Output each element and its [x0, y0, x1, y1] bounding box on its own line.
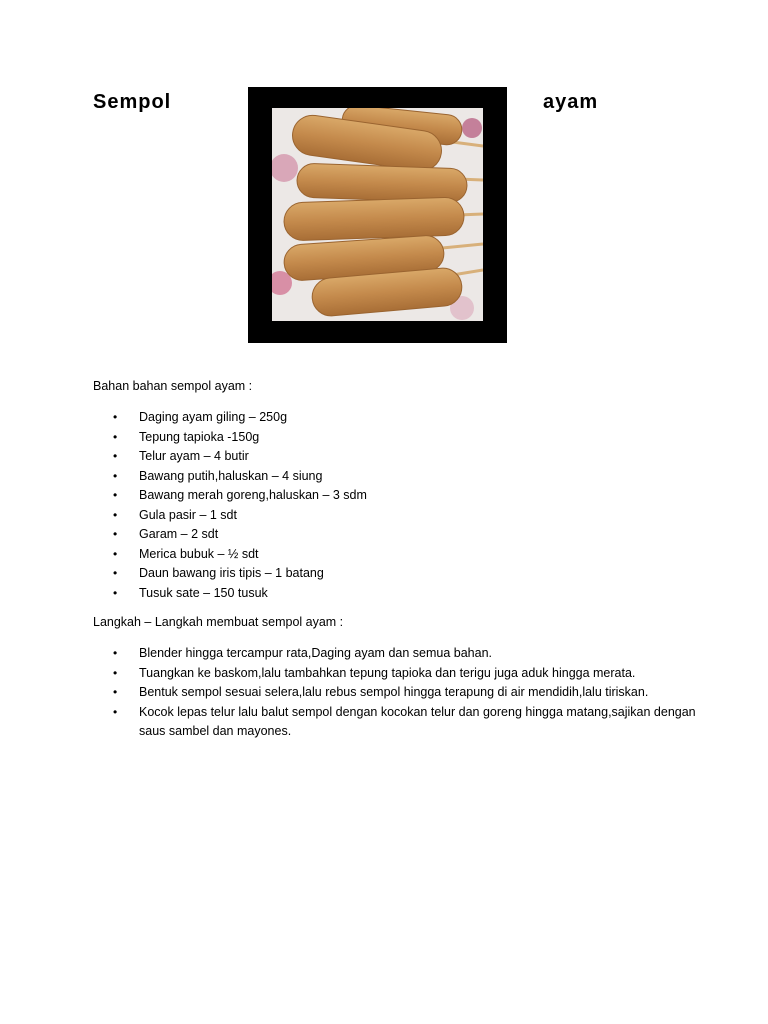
bullet-icon: • [113, 488, 118, 502]
ingredient-item-text: Tusuk sate – 150 tusuk [139, 585, 268, 600]
ingredient-item [93, 467, 699, 487]
ingredient-item-text: Gula pasir – 1 sdt [139, 507, 237, 522]
ingredients-heading: Bahan bahan sempol ayam : [93, 379, 253, 393]
bullet-icon: • [113, 665, 118, 680]
sempol-photo-image [272, 108, 483, 321]
steps-heading: Langkah – Langkah membuat sempol ayam : [93, 615, 344, 629]
ingredient-item [93, 584, 699, 604]
step-item [93, 683, 699, 703]
bullet-icon: • [113, 468, 118, 483]
bullet-icon: • [113, 566, 118, 580]
ingredient-item-text: Bawang merah goreng,haluskan – 3 sdm [139, 488, 367, 502]
ingredient-item [93, 486, 699, 506]
bullet-icon: • [113, 546, 118, 561]
ingredient-item-text: Merica bubuk – ½ sdt [139, 546, 259, 561]
ingredients-list [93, 408, 699, 603]
ingredient-item-text: Tepung tapioka -150g [139, 429, 260, 444]
ingredient-item [93, 564, 699, 584]
ingredient-item [93, 428, 699, 448]
step-item-text: Blender hingga tercampur rata,Daging ayam dan semua bahan. [139, 646, 492, 660]
bullet-icon: • [113, 585, 118, 600]
step-item-text: Bentuk sempol sesuai selera,lalu rebus sempol hingga terapung di air mendidih,lalu tiriskan. [139, 685, 649, 699]
title-sempol: Sempol [93, 91, 172, 113]
ingredient-item-text: Daging ayam giling – 250g [139, 410, 288, 424]
step-item-text: Tuangkan ke baskom,lalu tambahkan tepung tapioka dan terigu juga aduk hingga merata. [139, 665, 636, 680]
bullet-icon: • [113, 410, 118, 424]
step-item [93, 664, 699, 684]
steps-list [93, 644, 699, 742]
ingredient-item-text: Garam – 2 sdt [139, 527, 219, 541]
ingredient-item [93, 447, 699, 467]
bullet-icon: • [113, 429, 118, 444]
step-item [93, 644, 699, 664]
ingredient-item-text: Daun bawang iris tipis – 1 batang [139, 566, 324, 580]
title-ayam: ayam [543, 91, 599, 113]
bullet-icon: • [113, 646, 118, 660]
bullet-icon: • [113, 685, 118, 699]
step-item [93, 703, 699, 742]
bullet-icon: • [113, 449, 118, 463]
bullet-icon: • [113, 527, 118, 541]
ingredient-item-text: Bawang putih,haluskan – 4 siung [139, 468, 323, 483]
ingredient-item [93, 545, 699, 565]
ingredient-item-text: Telur ayam – 4 butir [139, 449, 249, 463]
step-item-text: Kocok lepas telur lalu balut sempol dengan kocokan telur dan goreng hingga matang,sajikan dengan saus sambel dan mayones. [139, 704, 696, 738]
ingredient-item [93, 525, 699, 545]
bullet-icon: • [113, 507, 118, 522]
bullet-icon: • [113, 704, 118, 719]
ingredient-item [93, 506, 699, 526]
sempol-photo [248, 87, 507, 343]
ingredient-item [93, 408, 699, 428]
